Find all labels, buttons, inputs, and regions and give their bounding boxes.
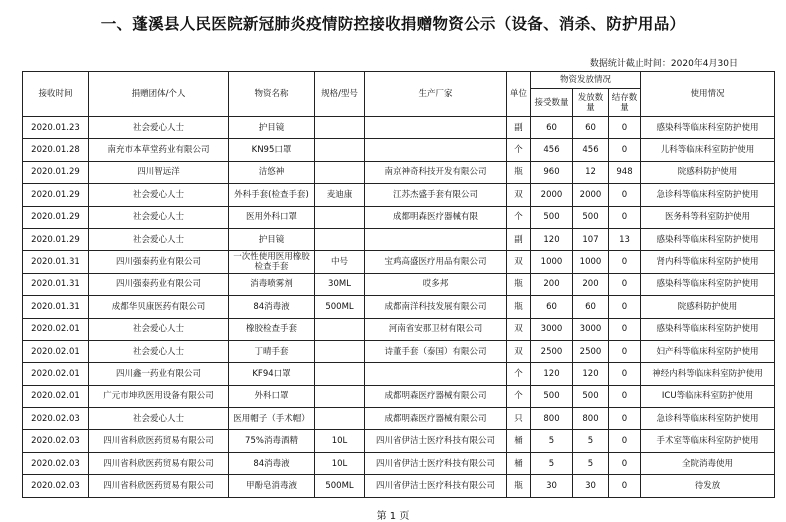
cell-spec — [315, 385, 365, 407]
cell-usage: ICU等临床科室防护使用 — [641, 385, 775, 407]
cell-issued: 500 — [573, 385, 609, 407]
cell-spec — [315, 139, 365, 161]
cell-usage: 待发放 — [641, 475, 775, 497]
cell-date: 2020.01.23 — [23, 117, 89, 139]
donation-table — [22, 71, 775, 498]
cell-spec: 500ML — [315, 296, 365, 318]
cell-stock: 0 — [609, 318, 641, 340]
cell-usage: 手术室等临床科室防护使用 — [641, 430, 775, 452]
cell-stock: 0 — [609, 273, 641, 295]
table-row — [23, 228, 775, 250]
table-row — [23, 251, 775, 273]
cell-item-name: 甲酚皂消毒液 — [229, 475, 315, 497]
cell-item-name: 医用外科口罩 — [229, 206, 315, 228]
cell-date: 2020.01.31 — [23, 273, 89, 295]
cell-spec — [315, 340, 365, 362]
cell-received: 5 — [531, 430, 573, 452]
cell-item-name: 橡胶检查手套 — [229, 318, 315, 340]
cell-received: 500 — [531, 385, 573, 407]
cell-usage: 感染科等临床科室防护使用 — [641, 228, 775, 250]
cell-issued: 30 — [573, 475, 609, 497]
header-unit: 单位 — [507, 72, 531, 117]
cell-received: 60 — [531, 296, 573, 318]
cell-unit: 双 — [507, 184, 531, 206]
table-row — [23, 161, 775, 183]
data-as-of-date: 数据统计截止时间：2020年4月30日 — [589, 59, 738, 69]
cell-item-name: 护目镜 — [229, 228, 315, 250]
cell-manufacturer: 成都明森医疗器械有限公司 — [365, 385, 507, 407]
cell-date: 2020.01.29 — [23, 184, 89, 206]
cell-received: 60 — [531, 117, 573, 139]
cell-stock: 13 — [609, 228, 641, 250]
header-issued: 发放数量 — [573, 89, 609, 117]
cell-unit: 桶 — [507, 430, 531, 452]
cell-usage: 感染科等临床科室防护使用 — [641, 117, 775, 139]
cell-received: 2500 — [531, 340, 573, 362]
cell-manufacturer: 成都明森医疗器械有限 — [365, 206, 507, 228]
cell-date: 2020.02.03 — [23, 408, 89, 430]
table-row — [23, 139, 775, 161]
cell-usage: 全院消毒使用 — [641, 452, 775, 474]
cell-issued: 5 — [573, 430, 609, 452]
cell-usage: 肾内科等临床科室防护使用 — [641, 251, 775, 273]
cell-spec — [315, 206, 365, 228]
cell-unit: 个 — [507, 139, 531, 161]
cell-item-name: KN95口罩 — [229, 139, 315, 161]
cell-date: 2020.01.31 — [23, 296, 89, 318]
cell-unit: 瓶 — [507, 273, 531, 295]
cell-stock: 0 — [609, 251, 641, 273]
cell-date: 2020.02.01 — [23, 363, 89, 385]
cell-donor: 社会爱心人士 — [89, 408, 229, 430]
cell-unit: 桶 — [507, 452, 531, 474]
cell-stock: 0 — [609, 117, 641, 139]
cell-manufacturer: 江苏杰盛手套有限公司 — [365, 184, 507, 206]
cell-usage: 感染科等临床科室防护使用 — [641, 273, 775, 295]
cell-manufacturer — [365, 139, 507, 161]
cell-spec: 中号 — [315, 251, 365, 273]
cell-date: 2020.01.29 — [23, 206, 89, 228]
cell-unit: 瓶 — [507, 475, 531, 497]
header-distribution: 物资发放情况 — [531, 72, 641, 89]
table-row — [23, 363, 775, 385]
cell-manufacturer: 四川省伊洁士医疗科技有限公司 — [365, 452, 507, 474]
cell-date: 2020.02.03 — [23, 452, 89, 474]
cell-usage: 儿科等临床科室防护使用 — [641, 139, 775, 161]
cell-issued: 120 — [573, 363, 609, 385]
cell-stock: 0 — [609, 452, 641, 474]
cell-donor: 社会爱心人士 — [89, 340, 229, 362]
cell-date: 2020.02.01 — [23, 340, 89, 362]
cell-manufacturer: 成都南洋科技发展有限公司 — [365, 296, 507, 318]
cell-issued: 800 — [573, 408, 609, 430]
cell-spec: 10L — [315, 430, 365, 452]
header-manufacturer: 生产厂家 — [365, 72, 507, 117]
cell-item-name: 医用帽子（手术帽） — [229, 408, 315, 430]
cell-spec: 10L — [315, 452, 365, 474]
cell-stock: 0 — [609, 139, 641, 161]
cell-unit: 双 — [507, 340, 531, 362]
cell-spec — [315, 318, 365, 340]
cell-donor: 成都华贝康医药有限公司 — [89, 296, 229, 318]
cell-item-name: 洁悠神 — [229, 161, 315, 183]
cell-date: 2020.01.29 — [23, 228, 89, 250]
cell-usage: 院感科防护使用 — [641, 161, 775, 183]
cell-usage: 院感科防护使用 — [641, 296, 775, 318]
table-body — [23, 117, 775, 498]
cell-received: 120 — [531, 363, 573, 385]
cell-donor: 社会爱心人士 — [89, 184, 229, 206]
header-stock: 结存数量 — [609, 89, 641, 117]
cell-item-name: 84消毒液 — [229, 452, 315, 474]
cell-issued: 3000 — [573, 318, 609, 340]
cell-issued: 456 — [573, 139, 609, 161]
cell-item-name: KF94口罩 — [229, 363, 315, 385]
cell-unit: 个 — [507, 385, 531, 407]
table-row — [23, 452, 775, 474]
cell-received: 2000 — [531, 184, 573, 206]
cell-donor: 南充市本草堂药业有限公司 — [89, 139, 229, 161]
cell-issued: 500 — [573, 206, 609, 228]
cell-unit: 个 — [507, 206, 531, 228]
cell-date: 2020.02.03 — [23, 430, 89, 452]
cell-donor: 社会爱心人士 — [89, 206, 229, 228]
cell-spec — [315, 117, 365, 139]
table-row — [23, 206, 775, 228]
cell-spec: 麦迪康 — [315, 184, 365, 206]
cell-date: 2020.01.31 — [23, 251, 89, 273]
header-donor: 捐赠团体/个人 — [89, 72, 229, 117]
cell-donor: 四川省科欣医药贸易有限公司 — [89, 452, 229, 474]
cell-item-name: 外科口罩 — [229, 385, 315, 407]
cell-issued: 5 — [573, 452, 609, 474]
header-date: 接收时间 — [23, 72, 89, 117]
cell-manufacturer — [365, 228, 507, 250]
cell-usage: 感染科等临床科室防护使用 — [641, 318, 775, 340]
cell-usage: 妇产科等临床科室防护使用 — [641, 340, 775, 362]
cell-manufacturer: 四川省伊洁士医疗科技有限公司 — [365, 430, 507, 452]
cell-spec — [315, 161, 365, 183]
cell-date: 2020.01.28 — [23, 139, 89, 161]
cell-unit: 瓶 — [507, 161, 531, 183]
cell-manufacturer: 诗董手套（泰国）有限公司 — [365, 340, 507, 362]
cell-issued: 2500 — [573, 340, 609, 362]
cell-stock: 0 — [609, 340, 641, 362]
cell-donor: 四川强泰药业有限公司 — [89, 251, 229, 273]
cell-donor: 四川省科欣医药贸易有限公司 — [89, 475, 229, 497]
cell-manufacturer — [365, 117, 507, 139]
cell-stock: 0 — [609, 184, 641, 206]
cell-unit: 只 — [507, 408, 531, 430]
cell-issued: 2000 — [573, 184, 609, 206]
cell-manufacturer: 南京神奇科技开发有限公司 — [365, 161, 507, 183]
cell-item-name: 84消毒液 — [229, 296, 315, 318]
cell-donor: 四川强泰药业有限公司 — [89, 273, 229, 295]
cell-received: 456 — [531, 139, 573, 161]
cell-received: 3000 — [531, 318, 573, 340]
cell-spec: 30ML — [315, 273, 365, 295]
cell-manufacturer: 成都明森医疗器械有限公司 — [365, 408, 507, 430]
cell-received: 200 — [531, 273, 573, 295]
page-number: 第 1 页 — [376, 511, 410, 522]
cell-received: 1000 — [531, 251, 573, 273]
cell-item-name: 75%消毒酒精 — [229, 430, 315, 452]
cell-usage: 急诊科等临床科室防护使用 — [641, 184, 775, 206]
cell-stock: 0 — [609, 385, 641, 407]
table-row — [23, 385, 775, 407]
cell-donor: 四川智远洋 — [89, 161, 229, 183]
cell-spec — [315, 408, 365, 430]
cell-issued: 1000 — [573, 251, 609, 273]
header-spec: 规格/型号 — [315, 72, 365, 117]
table-row — [23, 296, 775, 318]
cell-spec — [315, 363, 365, 385]
table-row — [23, 318, 775, 340]
cell-manufacturer: 哎多邦 — [365, 273, 507, 295]
table-header — [23, 72, 775, 117]
table-row — [23, 184, 775, 206]
header-received: 接受数量 — [531, 89, 573, 117]
cell-manufacturer: 四川省伊洁士医疗科技有限公司 — [365, 475, 507, 497]
cell-donor: 社会爱心人士 — [89, 117, 229, 139]
cell-issued: 60 — [573, 117, 609, 139]
cell-manufacturer: 河南省安那卫材有限公司 — [365, 318, 507, 340]
cell-item-name: 外科手套(检查手套) — [229, 184, 315, 206]
cell-received: 960 — [531, 161, 573, 183]
cell-spec: 500ML — [315, 475, 365, 497]
table-row — [23, 430, 775, 452]
cell-unit: 双 — [507, 251, 531, 273]
cell-received: 800 — [531, 408, 573, 430]
cell-stock: 0 — [609, 296, 641, 318]
cell-received: 30 — [531, 475, 573, 497]
cell-item-name: 丁晴手套 — [229, 340, 315, 362]
cell-stock: 0 — [609, 408, 641, 430]
cell-item-name: 护目镜 — [229, 117, 315, 139]
table-row — [23, 273, 775, 295]
cell-date: 2020.02.01 — [23, 318, 89, 340]
cell-unit: 副 — [507, 228, 531, 250]
cell-issued: 107 — [573, 228, 609, 250]
table-row — [23, 117, 775, 139]
cell-donor: 社会爱心人士 — [89, 228, 229, 250]
cell-unit: 瓶 — [507, 296, 531, 318]
cell-usage: 神经内科等临床科室防护使用 — [641, 363, 775, 385]
cell-stock: 0 — [609, 206, 641, 228]
cell-received: 500 — [531, 206, 573, 228]
cell-manufacturer: 宝鸡高盛医疗用品有限公司 — [365, 251, 507, 273]
page-title: 一、蓬溪县人民医院新冠肺炎疫情防控接收捐赠物资公示（设备、消杀、防护用品） — [100, 15, 686, 33]
cell-issued: 60 — [573, 296, 609, 318]
cell-stock: 0 — [609, 363, 641, 385]
cell-donor: 广元市坤玖医用设备有限公司 — [89, 385, 229, 407]
header-usage: 使用情况 — [641, 72, 775, 117]
cell-usage: 急诊科等临床科室防护使用 — [641, 408, 775, 430]
cell-date: 2020.02.01 — [23, 385, 89, 407]
cell-spec — [315, 228, 365, 250]
cell-manufacturer — [365, 363, 507, 385]
table-row — [23, 340, 775, 362]
cell-date: 2020.01.29 — [23, 161, 89, 183]
cell-stock: 0 — [609, 475, 641, 497]
cell-donor: 社会爱心人士 — [89, 318, 229, 340]
table-row — [23, 408, 775, 430]
cell-received: 5 — [531, 452, 573, 474]
cell-issued: 12 — [573, 161, 609, 183]
cell-donor: 四川省科欣医药贸易有限公司 — [89, 430, 229, 452]
cell-donor: 四川鑫一药业有限公司 — [89, 363, 229, 385]
cell-unit: 副 — [507, 117, 531, 139]
cell-unit: 双 — [507, 318, 531, 340]
cell-received: 120 — [531, 228, 573, 250]
cell-issued: 200 — [573, 273, 609, 295]
cell-unit: 个 — [507, 363, 531, 385]
cell-item-name: 一次性使用医用橡胶检查手套 — [229, 251, 315, 273]
table-row — [23, 475, 775, 497]
cell-stock: 948 — [609, 161, 641, 183]
cell-item-name: 消毒喷雾剂 — [229, 273, 315, 295]
header-item-name: 物资名称 — [229, 72, 315, 117]
cell-date: 2020.02.03 — [23, 475, 89, 497]
cell-stock: 0 — [609, 430, 641, 452]
cell-usage: 医务科等科室防护使用 — [641, 206, 775, 228]
